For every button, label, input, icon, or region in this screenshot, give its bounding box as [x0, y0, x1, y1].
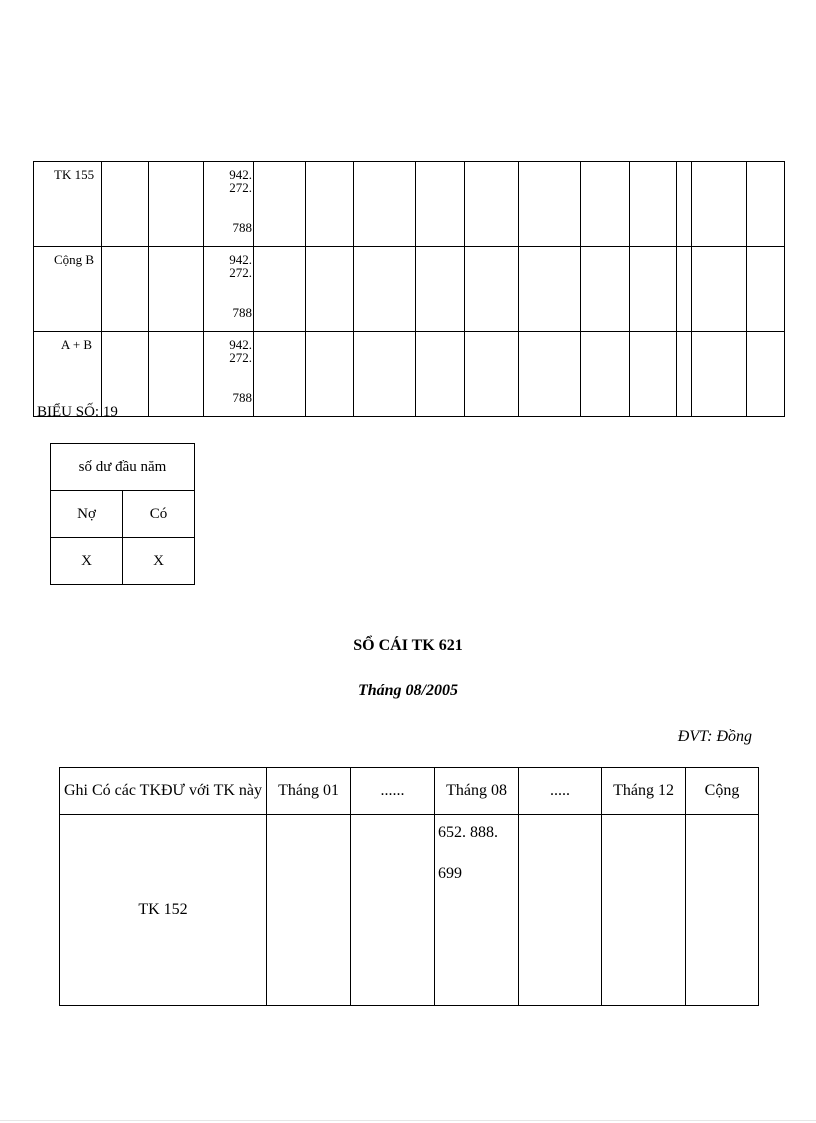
column-header: Tháng 12: [602, 768, 686, 815]
table-row: [34, 247, 785, 332]
column-header: .....: [519, 768, 602, 815]
debit-label: Nợ: [51, 491, 123, 538]
column-header: Tháng 01: [267, 768, 351, 815]
amount-part: 942. 272.: [229, 252, 252, 280]
column-header: Ghi Có các TKĐƯ với TK này: [60, 768, 267, 815]
amount-part: 652. 888.: [438, 824, 498, 841]
page-bottom-divider: [0, 1120, 816, 1121]
table-header-row: [60, 768, 759, 815]
form-number: BIỂU SỐ: 19: [37, 404, 118, 420]
amount-part: 788: [232, 220, 252, 235]
amount-part: 699: [438, 865, 462, 883]
amount-part: 788: [232, 390, 252, 405]
opening-balance-table: [50, 443, 195, 585]
amount-part: 942. 272.: [229, 167, 252, 195]
amount-cell: [435, 815, 519, 1006]
column-header: Tháng 08: [435, 768, 519, 815]
row-label: A + B: [34, 332, 102, 417]
credit-value: X: [123, 538, 195, 585]
table-row: [34, 162, 785, 247]
column-header: Cộng: [686, 768, 759, 815]
amount-cell: [204, 247, 254, 332]
ledger-table: [59, 767, 759, 1006]
row-label: TK 155: [34, 162, 102, 247]
row-label: TK 152: [60, 815, 267, 1006]
column-header: ......: [351, 768, 435, 815]
table-row: [34, 332, 785, 417]
amount-part: 788: [232, 305, 252, 320]
page-title: SỔ CÁI TK 621: [353, 637, 463, 654]
row-label: Cộng B: [34, 247, 102, 332]
opening-balance-header: số dư đầu năm: [51, 444, 195, 491]
amount-cell: [204, 162, 254, 247]
table-row: [60, 815, 759, 1006]
unit-label: ĐVT: Đồng: [677, 728, 752, 745]
top-ledger-table: [33, 161, 785, 417]
credit-label: Có: [123, 491, 195, 538]
amount-part: 942. 272.: [229, 337, 252, 365]
debit-value: X: [51, 538, 123, 585]
page-subtitle: Tháng 08/2005: [357, 682, 458, 699]
amount-cell: [204, 332, 254, 417]
